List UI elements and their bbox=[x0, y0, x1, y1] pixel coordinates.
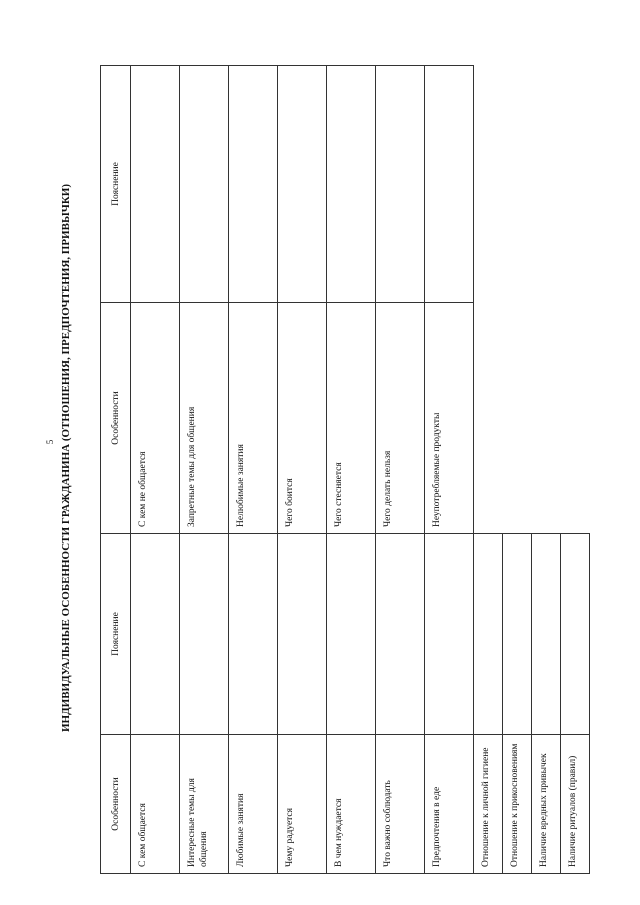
feature-cell-left: Чему радуется bbox=[278, 735, 327, 874]
feature-cell-single: Наличие вредных привычек bbox=[532, 735, 561, 874]
table-row bbox=[376, 66, 425, 874]
header-notes-right: Пояснение bbox=[101, 66, 131, 303]
feature-cell-right: С кем не общается bbox=[131, 303, 180, 534]
feature-cell-left: В чем нуждается bbox=[327, 735, 376, 874]
note-cell-right[interactable] bbox=[131, 66, 180, 303]
note-cell-single[interactable] bbox=[474, 534, 503, 735]
feature-cell-right: Нелюбимые занятия bbox=[229, 303, 278, 534]
blank-area bbox=[503, 66, 532, 534]
table-row bbox=[532, 66, 561, 874]
blank-area bbox=[474, 66, 503, 534]
table-row bbox=[425, 66, 474, 874]
note-cell-right[interactable] bbox=[229, 66, 278, 303]
feature-cell-single: Наличие ритуалов (правил) bbox=[561, 735, 590, 874]
header-features-right: Особенности bbox=[101, 303, 131, 534]
table-row bbox=[503, 66, 532, 874]
feature-cell-right: Запретные темы для общения bbox=[180, 303, 229, 534]
header-features-left: Особенности bbox=[101, 735, 131, 874]
page-number: 5 bbox=[45, 439, 55, 445]
blank-area bbox=[561, 66, 590, 534]
table-row bbox=[180, 66, 229, 874]
page-title: ИНДИВИДУАЛЬНЫЕ ОСОБЕННОСТИ ГРАЖДАНИНА (ОТНОШЕНИЯ, ПРЕДПОЧТЕНИЯ, ПРИВЫЧКИ) bbox=[60, 183, 72, 733]
feature-cell-left: Интересные темы для общения bbox=[180, 735, 229, 874]
features-table-wrapper bbox=[100, 66, 586, 874]
feature-cell-single: Отношение к личной гигиене bbox=[474, 735, 503, 874]
blank-area bbox=[532, 66, 561, 534]
note-cell-single[interactable] bbox=[561, 534, 590, 735]
feature-cell-right: Чего боится bbox=[278, 303, 327, 534]
table-row bbox=[474, 66, 503, 874]
feature-cell-right: Неупотребляемые продукты bbox=[425, 303, 474, 534]
features-table bbox=[100, 65, 590, 874]
note-cell-single[interactable] bbox=[503, 534, 532, 735]
note-cell-left[interactable] bbox=[229, 534, 278, 735]
table-header-row bbox=[101, 66, 131, 874]
note-cell-single[interactable] bbox=[532, 534, 561, 735]
feature-cell-single: Отношение к прикосновениям bbox=[503, 735, 532, 874]
note-cell-left[interactable] bbox=[278, 534, 327, 735]
note-cell-right[interactable] bbox=[278, 66, 327, 303]
feature-cell-left: Предпочтения в еде bbox=[425, 735, 474, 874]
note-cell-left[interactable] bbox=[425, 534, 474, 735]
header-notes-left: Пояснение bbox=[101, 534, 131, 735]
note-cell-right[interactable] bbox=[327, 66, 376, 303]
table-row bbox=[229, 66, 278, 874]
feature-cell-right: Чего делать нельзя bbox=[376, 303, 425, 534]
note-cell-left[interactable] bbox=[131, 534, 180, 735]
note-cell-right[interactable] bbox=[425, 66, 474, 303]
note-cell-left[interactable] bbox=[180, 534, 229, 735]
feature-cell-right: Чего стесняется bbox=[327, 303, 376, 534]
feature-cell-left: Что важно соблюдать bbox=[376, 735, 425, 874]
feature-cell-left: С кем общается bbox=[131, 735, 180, 874]
note-cell-right[interactable] bbox=[376, 66, 425, 303]
table-row bbox=[278, 66, 327, 874]
table-row bbox=[131, 66, 180, 874]
feature-cell-left: Любимые занятия bbox=[229, 735, 278, 874]
table-row bbox=[561, 66, 590, 874]
note-cell-left[interactable] bbox=[327, 534, 376, 735]
note-cell-right[interactable] bbox=[180, 66, 229, 303]
note-cell-left[interactable] bbox=[376, 534, 425, 735]
table-row bbox=[327, 66, 376, 874]
